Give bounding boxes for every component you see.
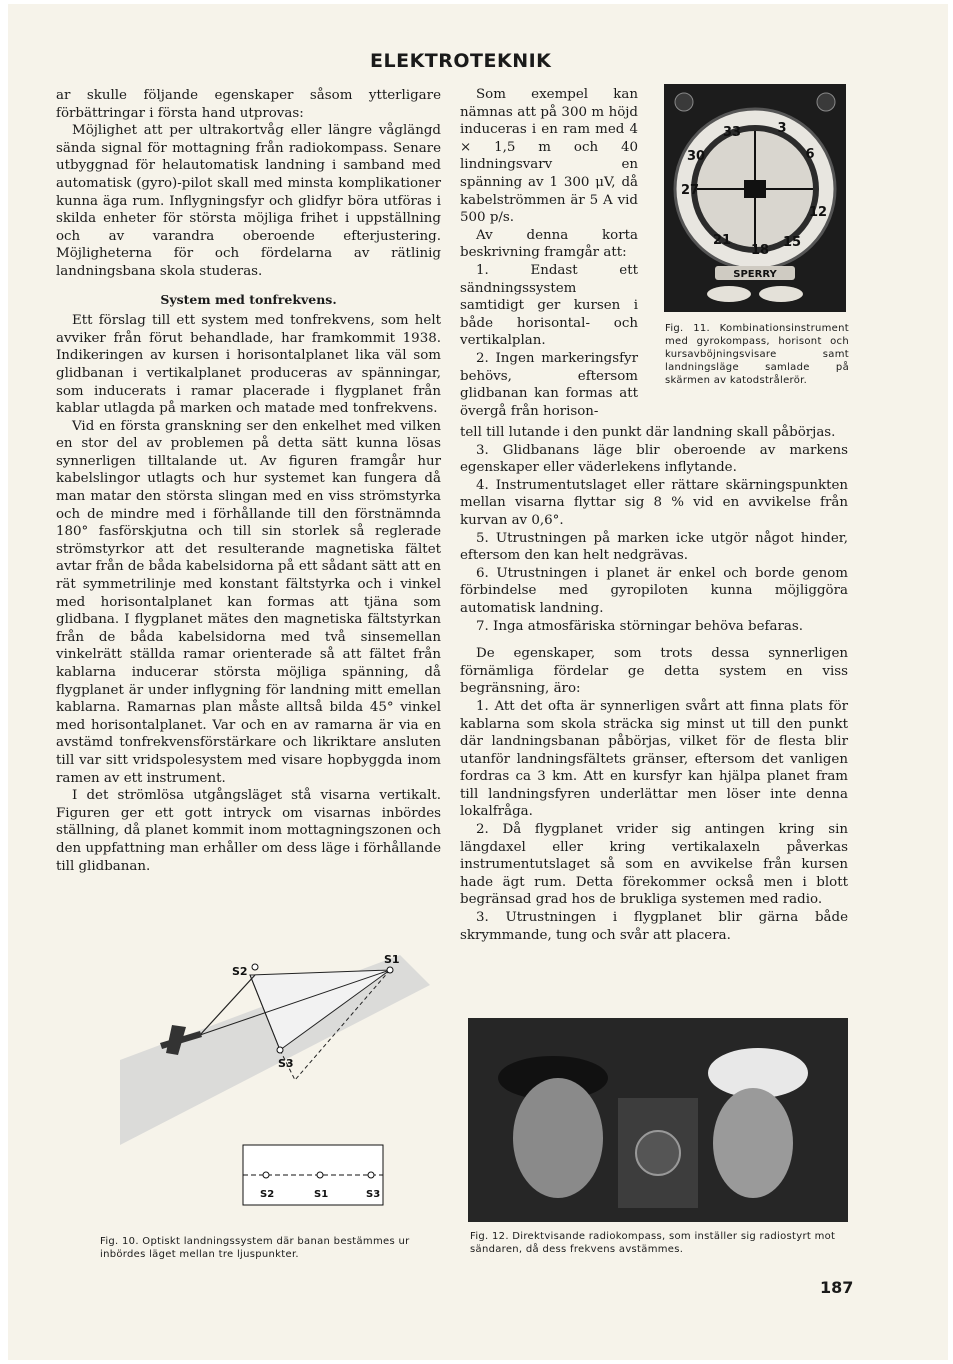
landing-diagram-icon [100, 955, 445, 1230]
point-label-s2: S2 [232, 965, 248, 978]
dial-number: 3 [777, 121, 787, 136]
paragraph: Vid en första granskning ser den enkelhet med vilken en stor del av problemen på detta sätt kunna lösas synnerligen tilltalande ut. Av figuren framgår hur kabelslingor utlagts och hur systemet kan fungera då man matar den största slingan med en viss strömstyrka och de mindre med i förhållande till den förstnämnda 180° fasförskjutna och till sin storlek så reglerade strömstyrkor att det resulterande magnetiska fältet avtar från de båda kabelsidorna på ett sådant sätt att en rät symmetrilinje med konstant fältstyrka och i vinkel med horisontalplanet kan formas att tjäna som glidbana. I flygplanet mätes den magnetiska fältstyrkan från de båda kabelsidorna med två sinsemellan vinkelrätt ställda ramar orienterade så att fältet från kablarna inducerar största möjliga spänning, då flygplanet är under inflygning för landning mitt emellan kablarna. Ramarnas plan måste alltså bilda 45° vinkel med horisontalplanet. Var och en av ramarna är via en avstämd tonfrekvensförstärkare och likriktare ansluten till var sitt vridspolesystem med visare hopbyggda inom ramen av ett instrument. [56, 418, 441, 786]
box-label-s2: S2 [260, 1189, 275, 1200]
fig11-instrument-image [664, 84, 846, 312]
box-label-s3: S3 [366, 1189, 381, 1200]
right-column [460, 424, 848, 944]
box-label-s1: S1 [314, 1189, 329, 1200]
dial-number: 21 [712, 233, 732, 248]
dial-number: 12 [808, 205, 828, 220]
fig12-caption: Fig. 12. Direktvisande radiokompass, som inställer sig radiostyrt mot sändaren, då dess frekvens avstämmes. [470, 1231, 836, 1255]
paragraph: Ett förslag till ett system med tonfrekvens, som helt avviker från förut behandlade, har framkommit 1938. Indikeringen av kursen i horisontalplanet lika väl som glidbanan i vertikalplanet produceras av spänningar, som inducerats i ramar placerade i flygplanet från kablar utlagda på marken och matade med tonfrekvens. [56, 313, 441, 417]
subheading: System med tonfrekvens. [160, 291, 337, 307]
brand-label: SPERRY [733, 269, 777, 280]
dial-number: 18 [750, 243, 770, 258]
list-item: 6. Utrustningen i planet är enkel och borde genom förbindelse med gyropiloten kunna möjliggöra automatisk landning. [460, 565, 848, 616]
paragraph: 2. Ingen markeringsfyr behövs, eftersom glidbanan kan formas att övergå från horison- [460, 350, 638, 419]
point-label-s3: S3 [278, 1057, 294, 1070]
section-header: ELEKTROTEKNIK [370, 50, 552, 72]
cockpit-photo-icon [468, 1018, 848, 1222]
list-item: 4. Instrumentutslaget eller rättare skärningspunkten mellan visarna flyttar sig 8 % vid en avvikelse från kurvan av 0,6°. [460, 477, 848, 528]
list-item: 5. Utrustningen på marken icke utgör något hinder, eftersom den kan helt nedgrävas. [460, 530, 848, 564]
point-label-s1: S1 [384, 955, 400, 966]
paragraph: Möjlighet att per ultrakortvåg eller längre våglängd sända signal för mottagning från radiokompass. Senare utbyggnad för helautomatisk landning i samband med automatisk (gyro)-pilot skall med minsta komplikationer kunna äga rum. Inflygningsfyr och glidfyr böra utföras i skilda enheter för största möjliga frihet i uppställning och av varandra oberoende efterjustering. Möjligheterna för och fördelarna av rätlinig landningsbana skola studeras. [56, 123, 441, 279]
page-number: 187 [820, 1278, 854, 1297]
fig11-caption: Fig. 11. Kombinationsinstrument med gyrokompass, horisont och kursavböjningsvisare samt landningsläge samlade på skärmen av katodstrålerör. [665, 323, 849, 386]
paragraph: tell till lutande i den punkt där landning skall påbörjas. [460, 425, 836, 440]
paragraph: Av denna korta beskrivning framgår att: [460, 227, 638, 261]
dial-number: 27 [680, 183, 700, 198]
fig12-photo [468, 1018, 848, 1222]
list-item: 1. Att det ofta är synnerligen svårt att finna plats för kablarna som skola sträcka sig minst ut till den punkt där landningsbanan påbörjas, vilket för de flesta blir utanför landningsfältets gränser, eftersom det vanligen fordras ca 3 km. Att en kursfyr kan hjälpa planet fram till landningsfyren underlättar men löser inte denna lokalfråga. [460, 698, 848, 820]
list-item: 2. Då flygplanet vrider sig antingen kring sin längdaxel eller kring vertikalaxeln påverkas instrumentutslaget så som en avvikelse från kursen hade ägt rum. Detta förekommer också men i blott begränsad grad hos de brukliga systemen med radio. [460, 822, 848, 908]
list-item: 3. Glidbanans läge blir oberoende av markens egenskaper eller väderlekens inflytande. [460, 442, 848, 476]
fig10-diagram [100, 955, 445, 1230]
list-item: 7. Inga atmosfäriska störningar behöva befaras. [476, 618, 803, 634]
dial-number: 33 [722, 125, 742, 140]
gyro-instrument-icon [664, 84, 846, 312]
fig10-caption: Fig. 10. Optiskt landningssystem där banan bestämmes ur inbördes läget mellan tre ljuspunkter. [100, 1236, 410, 1260]
paragraph: ar skulle följande egenskaper såsom ytterligare förbättringar i första hand utprovas: [56, 88, 441, 121]
paragraph: Som exempel kan nämnas att på 300 m höjd induceras i en ram med 4 × 1,5 m och 40 lindningsvarv en spänning av 1 300 μV, då kabelströmmen är 5 A vid 500 p/s. [460, 87, 638, 226]
dial-number: 30 [686, 149, 706, 164]
paragraph: De egenskaper, som trots dessa synnerligen förnämliga fördelar ge detta system en viss begränsning, äro: [460, 646, 848, 697]
paragraph: 1. Endast ett sändningssystem samtidigt ger kursen i både horisontal- och vertikalplan. [460, 262, 638, 349]
paragraph: I det strömlösa utgångsläget stå visarna vertikalt. Figuren ger ett gott intryck om visarnas inbördes ställning, då planet kommit inom mottagningszonen och den uppfattning man erhåller om dess läge i förhållande till glidbanan. [56, 788, 441, 874]
narrow-column [460, 86, 638, 420]
dial-number: 15 [782, 235, 802, 250]
dial-number: 6 [805, 147, 815, 162]
left-column [56, 87, 441, 875]
list-item: 3. Utrustningen i flygplanet blir gärna både skrymmande, tung och svår att placera. [460, 910, 848, 943]
